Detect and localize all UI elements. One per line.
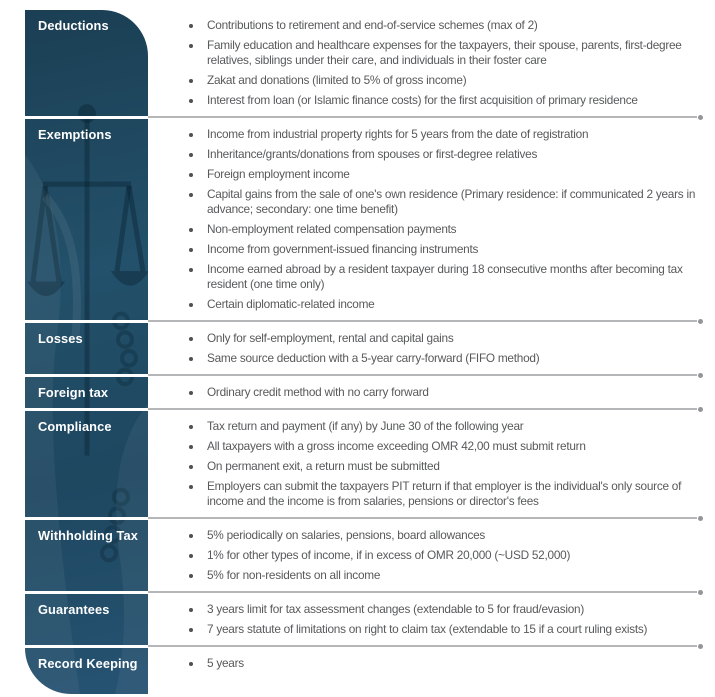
content-cell: [148, 377, 703, 407]
section-exemptions: [25, 119, 703, 319]
tax-summary-table: [25, 10, 703, 694]
bullet-icon: [189, 485, 193, 489]
list-item: [189, 222, 701, 237]
divider-gray-line: [148, 408, 697, 410]
bullet-icon: [189, 357, 193, 361]
bullet-text: Foreign employment income: [207, 167, 350, 181]
bullet-list: [189, 528, 701, 583]
bullet-icon: [189, 99, 193, 103]
bullet-text: Capital gains from the sale of one's own residence (Primary residence: if communicated 2 years in advance; secondary: one time benefit): [207, 187, 696, 216]
content-cell: [148, 119, 703, 319]
section-compliance: [25, 411, 703, 516]
category-label: Withholding Tax: [38, 528, 138, 543]
section-deductions: [25, 10, 703, 115]
bullet-icon: [189, 465, 193, 469]
divider-gray-line: [148, 320, 697, 322]
bullet-icon: [189, 608, 193, 612]
content-cell: [148, 323, 703, 373]
bullet-list: [189, 656, 701, 671]
bullet-text: Tax return and payment (if any) by June 30 of the following year: [207, 419, 524, 433]
bullet-text: Same source deduction with a 5-year carry-forward (FIFO method): [207, 351, 540, 365]
bullet-text: Interest from loan (or Islamic finance costs) for the first acquisition of primary residence: [207, 93, 638, 107]
bullet-icon: [189, 425, 193, 429]
bullet-text: Ordinary credit method with no carry forward: [207, 385, 429, 399]
bullet-icon: [189, 44, 193, 48]
bullet-icon: [189, 133, 193, 137]
bullet-text: Income from industrial property rights for 5 years from the date of registration: [207, 127, 589, 141]
bullet-text: 5% periodically on salaries, pensions, board allowances: [207, 528, 486, 542]
list-item: [189, 297, 701, 312]
bullet-icon: [189, 248, 193, 252]
bullet-icon: [189, 173, 193, 177]
bullet-icon: [189, 79, 193, 83]
bullet-icon: [189, 391, 193, 395]
bullet-text: Certain diplomatic-related income: [207, 297, 375, 311]
content-cell: [148, 594, 703, 644]
bullet-list: [189, 602, 701, 637]
divider-gray-line: [148, 645, 697, 647]
content-cell: [148, 648, 703, 678]
list-item: [189, 656, 701, 671]
bullet-icon: [189, 628, 193, 632]
bullet-list: [189, 419, 701, 509]
bullet-icon: [189, 337, 193, 341]
content-cell: [148, 10, 703, 115]
category-cell: [25, 119, 148, 319]
category-label: Record Keeping: [38, 656, 138, 671]
section-record-keeping: [25, 648, 703, 678]
bullet-icon: [189, 574, 193, 578]
section-losses: [25, 323, 703, 373]
section-foreign-tax: [25, 377, 703, 407]
content-cell: [148, 520, 703, 590]
bullet-icon: [189, 554, 193, 558]
list-item: [189, 187, 701, 217]
bullet-text: Employers can submit the taxpayers PIT return if that employer is the individual's only source of income and the income is from salaries, pensions or director's fees: [207, 479, 682, 508]
bullet-text: Family education and healthcare expenses for the taxpayers, their spouse, parents, first-degree relatives, siblings under their care, and individuals in their foster care: [207, 38, 682, 67]
list-item: [189, 568, 701, 583]
list-item: [189, 351, 701, 366]
list-item: [189, 385, 701, 400]
list-item: [189, 459, 701, 474]
category-cell: [25, 648, 148, 678]
list-item: [189, 73, 701, 88]
bullet-icon: [189, 534, 193, 538]
bullet-text: 5 years: [207, 656, 244, 670]
list-item: [189, 147, 701, 162]
category-label: Guarantees: [38, 602, 110, 617]
list-item: [189, 548, 701, 563]
bullet-list: [189, 385, 701, 400]
list-item: [189, 18, 701, 33]
category-cell: [25, 520, 148, 590]
divider-gray-line: [148, 591, 697, 593]
bullet-icon: [189, 662, 193, 666]
bullet-text: Zakat and donations (limited to 5% of gross income): [207, 73, 467, 87]
category-cell: [25, 10, 148, 115]
content-cell: [148, 411, 703, 516]
list-item: [189, 262, 701, 292]
category-cell: [25, 323, 148, 373]
bullet-list: [189, 18, 701, 108]
bullet-icon: [189, 303, 193, 307]
bullet-text: Inheritance/grants/donations from spouses or first-degree relatives: [207, 147, 538, 161]
bullet-text: All taxpayers with a gross income exceeding OMR 42,00 must submit return: [207, 439, 586, 453]
list-item: [189, 127, 701, 142]
list-item: [189, 528, 701, 543]
category-label: Deductions: [38, 18, 109, 33]
list-item: [189, 622, 701, 637]
list-item: [189, 419, 701, 434]
bullet-icon: [189, 153, 193, 157]
bullet-text: Non-employment related compensation payments: [207, 222, 457, 236]
bullet-text: 1% for other types of income, if in excess of OMR 20,000 (~USD 52,000): [207, 548, 571, 562]
bullet-list: [189, 127, 701, 312]
category-cell: [25, 411, 148, 516]
section-withholding-tax: [25, 520, 703, 590]
category-cell: [25, 594, 148, 644]
bullet-icon: [189, 24, 193, 28]
bullet-text: Income from government-issued financing instruments: [207, 242, 479, 256]
bullet-text: On permanent exit, a return must be submitted: [207, 459, 440, 473]
list-item: [189, 167, 701, 182]
bullet-text: Income earned abroad by a resident taxpayer during 18 consecutive months after becoming tax resident (one time only): [207, 262, 683, 291]
bullet-text: 3 years limit for tax assessment changes (extendable to 5 for fraud/evasion): [207, 602, 585, 616]
category-label: Compliance: [38, 419, 112, 434]
bullet-text: Contributions to retirement and end-of-service schemes (max of 2): [207, 18, 538, 32]
list-item: [189, 242, 701, 257]
divider-gray-line: [148, 517, 697, 519]
bullet-text: 7 years statute of limitations on right to claim tax (extendable to 15 if a court ruling exists): [207, 622, 648, 636]
category-label: Exemptions: [38, 127, 112, 142]
list-item: [189, 331, 701, 346]
list-item: [189, 93, 701, 108]
list-item: [189, 479, 701, 509]
list-item: [189, 439, 701, 454]
list-item: [189, 602, 701, 617]
bullet-icon: [189, 228, 193, 232]
bullet-icon: [189, 193, 193, 197]
bullet-list: [189, 331, 701, 366]
bullet-icon: [189, 445, 193, 449]
category-cell: [25, 377, 148, 407]
category-label: Foreign tax: [38, 385, 109, 400]
bullet-text: Only for self-employment, rental and capital gains: [207, 331, 454, 345]
divider-gray-line: [148, 116, 697, 118]
list-item: [189, 38, 701, 68]
bullet-text: 5% for non-residents on all income: [207, 568, 381, 582]
bullet-icon: [189, 268, 193, 272]
category-label: Losses: [38, 331, 83, 346]
section-guarantees: [25, 594, 703, 644]
divider-gray-line: [148, 374, 697, 376]
